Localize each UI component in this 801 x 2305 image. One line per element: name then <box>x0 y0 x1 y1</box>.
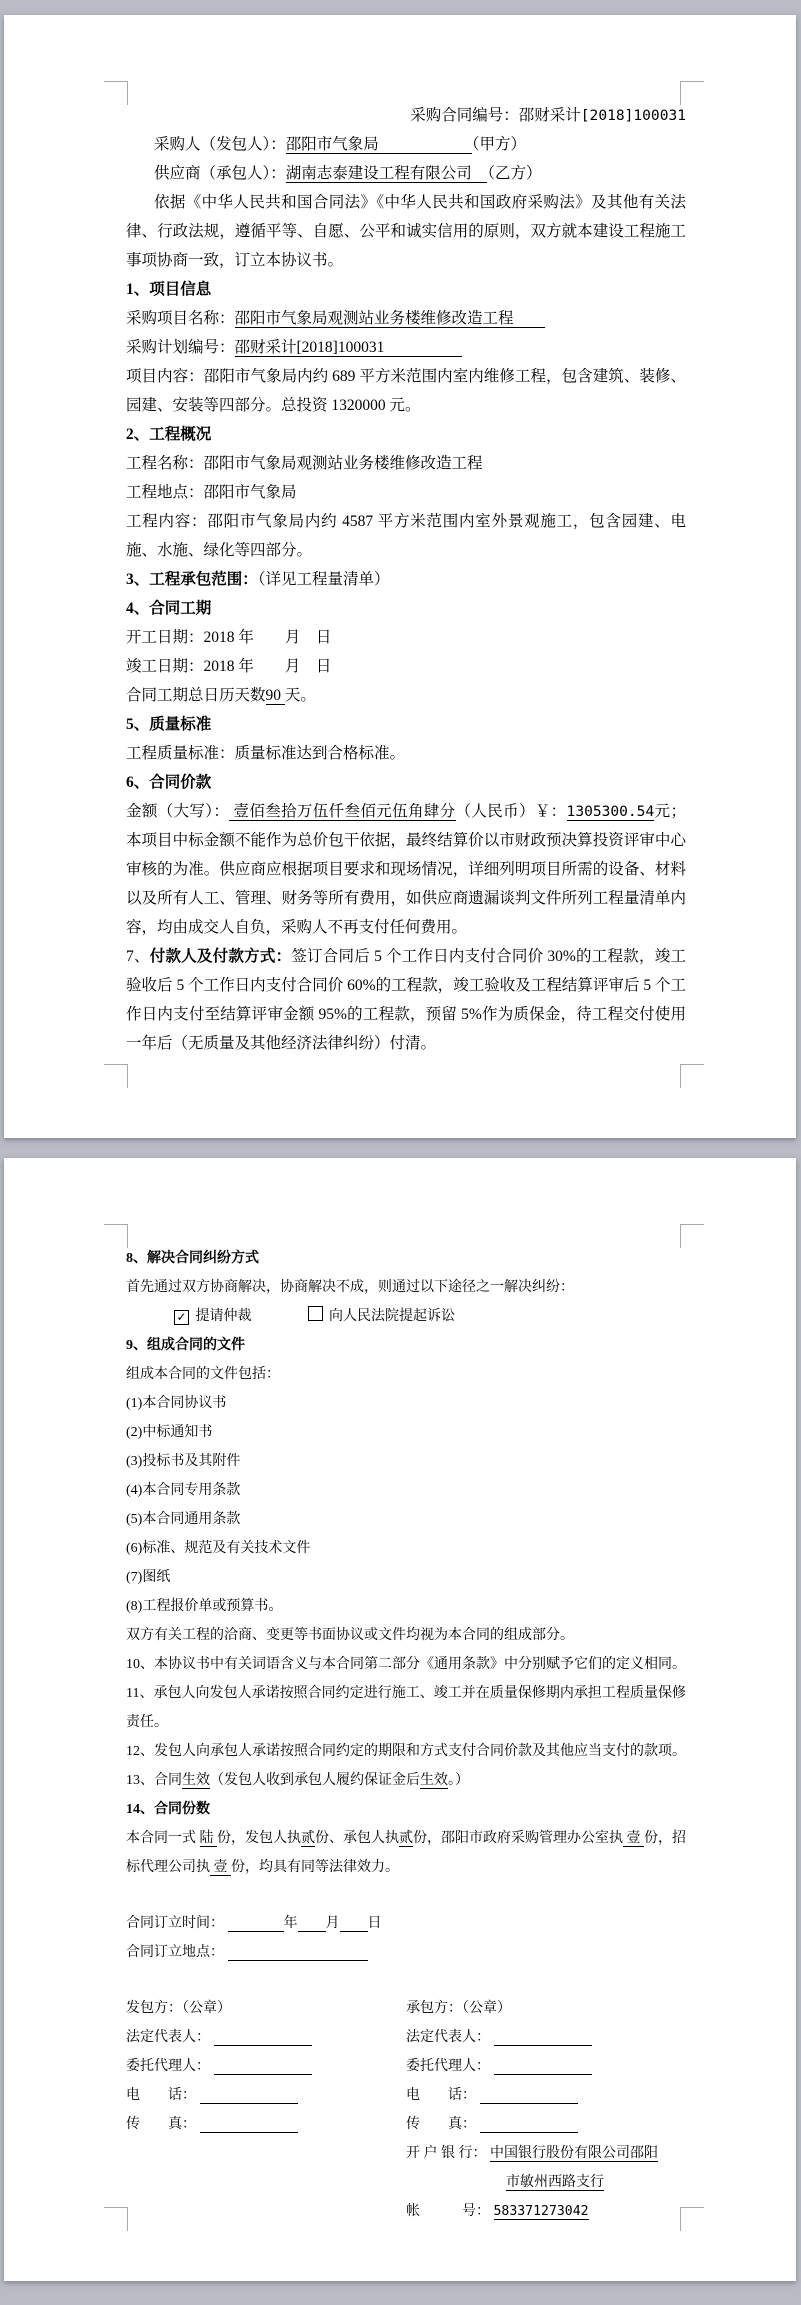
section-6-heading <box>126 768 686 797</box>
section-2-heading <box>126 420 686 449</box>
text-run: 13、合同 <box>126 1773 182 1788</box>
spacer <box>126 1882 686 1909</box>
text-run: 天。 <box>284 687 316 704</box>
blank-field[interactable] <box>494 2030 592 2046</box>
blank-field[interactable] <box>214 2059 312 2075</box>
text-run: （人民币）￥： <box>455 803 567 820</box>
checkbox-unchecked-icon[interactable] <box>308 1306 323 1321</box>
document-item-3 <box>126 1447 686 1476</box>
text-run: 传 真： <box>406 2117 480 2132</box>
blank-field[interactable] <box>228 1916 284 1932</box>
underlined-value: 生效 <box>182 1773 210 1788</box>
document-item-2 <box>126 1418 686 1447</box>
text-run: 提请仲裁 <box>192 1309 308 1324</box>
blank-field[interactable] <box>480 2117 578 2133</box>
document-item-6 <box>126 1534 686 1563</box>
crop-mark-bottom-left-icon <box>104 2207 128 2231</box>
page-2-content <box>126 1244 686 2226</box>
project-content-paragraph <box>126 362 686 420</box>
text-run: 。） <box>448 1773 469 1788</box>
fax-row <box>126 2110 686 2139</box>
text-run: 首先通过双方协商解决，协商解决不成，则通过以下途径之一解决纠纷： <box>126 1280 574 1295</box>
works-content-paragraph <box>126 507 686 565</box>
document-item-7 <box>126 1563 686 1592</box>
document-item-1 <box>126 1389 686 1418</box>
text-run: 合同订立时间： <box>126 1916 228 1931</box>
underlined-value: 90 <box>265 687 285 704</box>
section-1-heading <box>126 275 686 304</box>
crop-mark-top-left-icon <box>104 1224 128 1248</box>
text-run: 电 话： <box>406 2088 480 2103</box>
blank-field[interactable] <box>494 2059 592 2075</box>
text-run: 供应商（承包人）： <box>154 165 286 182</box>
section-3-heading <box>126 565 686 594</box>
text-run: 委托代理人： <box>406 2059 494 2074</box>
text-run: 组成本合同的文件包括： <box>126 1367 280 1382</box>
text-run: 法定代表人： <box>126 2030 214 2045</box>
text-run: 份，邵阳市政府采购管理办公室执 <box>413 1831 623 1846</box>
text-run: 开 户 银 行： <box>406 2146 490 2161</box>
agent-row-left <box>126 2052 406 2081</box>
underlined-value: 壹 <box>210 1860 231 1875</box>
text-run: 日 <box>367 1916 382 1931</box>
text-run: (4)本合同专用条款 <box>126 1483 241 1498</box>
text-run: 采购项目名称： <box>126 310 235 327</box>
text-run: 工程地点：邵阳市气象局 <box>126 484 297 501</box>
bold-text-run: 2、工程概况 <box>126 426 212 443</box>
text-run: 委托代理人： <box>126 2059 214 2074</box>
plan-number-line <box>126 333 686 362</box>
account-row-left <box>126 2197 406 2226</box>
legal-rep-row-right <box>406 2023 686 2052</box>
party-row <box>126 1994 686 2023</box>
underlined-value: 邵财采计[2018]100031 <box>234 339 462 356</box>
underlined-value: 壹 <box>623 1831 644 1846</box>
phone-row-left <box>126 2081 406 2110</box>
text-run: 12、发包人向承包人承诺按照合同约定的期限和方式支付合同价款及其他应当支付的款项。 <box>126 1744 686 1759</box>
bank-row-2-left <box>126 2168 406 2197</box>
quality-line <box>126 739 686 768</box>
text-run: 工程质量标准：质量标准达到合格标准。 <box>126 745 406 762</box>
underlined-value: 壹佰叁拾万伍仟叁佰元伍角肆分 <box>229 803 456 820</box>
dispute-intro-line <box>126 1273 686 1302</box>
document-item-4 <box>126 1476 686 1505</box>
blank-field[interactable] <box>200 2088 298 2104</box>
text-run: 月 <box>325 1916 340 1931</box>
underlined-value: 贰 <box>399 1831 413 1846</box>
text-run: (6)标准、规范及有关技术文件 <box>126 1541 311 1556</box>
supplier-line <box>126 159 686 188</box>
start-date-line <box>126 623 686 652</box>
text-run: (7)图纸 <box>126 1570 171 1585</box>
blank-field[interactable] <box>340 1916 368 1932</box>
text-run: 采购合同编号：邵财采计 <box>410 107 581 124</box>
underlined-value: 市敏州西路支行 <box>506 2175 604 2190</box>
amount-paragraph <box>126 797 686 942</box>
text-run: 竣工日期：2018 年 月 日 <box>126 658 332 675</box>
text-run: （乙方） <box>487 165 542 182</box>
text-run: 年 <box>283 1916 298 1931</box>
text-run: 承包方：（公章） <box>406 2001 511 2016</box>
text-run: (5)本合同通用条款 <box>126 1512 241 1527</box>
section-4-heading <box>126 594 686 623</box>
text-run: 元；本项目中标金额不能作为总价包干依据，最终结算价以市财政预决算投资评审中心审核的为准。供应商应根据项目要求和现场情况，详细列明项目所需的设备、材料以及所有人工、管理、财务等所有费用，如供应商遗漏谈判文件所列工程量清单内容，均由成交人自负，采购人不再支付任何费用。 <box>126 803 686 936</box>
legal-rep-row-left <box>126 2023 406 2052</box>
underlined-value: 583371273042 <box>493 2204 589 2219</box>
blank-field[interactable] <box>200 2117 298 2133</box>
text-run: 电 话： <box>126 2088 200 2103</box>
text-run: 法定代表人： <box>406 2030 494 2045</box>
underlined-value: 贰 <box>301 1831 315 1846</box>
bank-row <box>126 2139 686 2168</box>
documents-note-line <box>126 1621 686 1650</box>
blank-field[interactable] <box>298 1916 326 1932</box>
blank-field[interactable] <box>214 2030 312 2046</box>
fax-row-left <box>126 2110 406 2139</box>
works-site-line <box>126 478 686 507</box>
bank-row-right <box>406 2139 686 2168</box>
text-run: 10、本协议书中有关词语含义与本合同第二部分《通用条款》中分别赋予它们的定义相同。 <box>126 1657 686 1672</box>
text-run: 份，发包人执 <box>217 1831 301 1846</box>
phone-row-right <box>406 2081 686 2110</box>
text-run: 签订合同后 5 个工作日内支付合同价 30%的工程款，竣工验收后 5 个工作日内支付合同价 60%的工程款，竣工验收及工程结算评审后 5 个工作日内支付至结算评审金额 95%的工程款，预留 5%作为质保金，待工程交付使用一年后（无质量及其他经济法律纠纷）付清。 <box>126 948 686 1052</box>
fax-row-right <box>406 2110 686 2139</box>
section-5-heading <box>126 710 686 739</box>
text-run: 工程内容：邵阳市气象局内约 4587 平方米范围内室外景观施工，包含园建、电施、水施、绿化等四部分。 <box>126 513 686 559</box>
text-run: （详见工程量清单） <box>257 571 390 588</box>
agent-row <box>126 2052 686 2081</box>
bold-text-run: 8、解决合同纠纷方式 <box>126 1251 259 1266</box>
text-run: 开工日期：2018 年 月 日 <box>126 629 332 646</box>
clause-10 <box>126 1650 686 1679</box>
text-run: (8)工程报价单或预算书。 <box>126 1599 283 1614</box>
text-run: 11、承包人向发包人承诺按照合同约定进行施工、竣工并在质量保修期内承担工程质量保修责任。 <box>126 1686 686 1730</box>
text-run: (1)本合同协议书 <box>126 1396 227 1411</box>
crop-mark-bottom-left-icon <box>104 1064 128 1088</box>
bold-text-run: 4、合同工期 <box>126 600 212 617</box>
party-row-left <box>126 1994 406 2023</box>
bank-row-2-right <box>406 2168 686 2197</box>
works-name-line <box>126 449 686 478</box>
clause-11 <box>126 1679 686 1737</box>
signing-date-line <box>126 1909 686 1938</box>
text-run: （甲方） <box>471 136 527 153</box>
text-run: 依据《中华人民共和国合同法》《中华人民共和国政府采购法》及其他有关法律、行政法规，遵循平等、自愿、公平和诚实信用的原则，双方就本建设工程施工事项协商一致，订立本协议书。 <box>126 194 686 269</box>
underlined-value: 湖南志泰建设工程有限公司 <box>285 165 488 182</box>
crop-mark-bottom-right-icon <box>680 1064 704 1088</box>
finish-date-line <box>126 652 686 681</box>
text-run: (2)中标通知书 <box>126 1425 213 1440</box>
underlined-value: 中国银行股份有限公司邵阳 <box>490 2146 658 2161</box>
text-run: [2018]100031 <box>580 107 686 124</box>
dispute-options-line <box>126 1302 686 1331</box>
bold-text-run: 1、项目信息 <box>126 281 212 298</box>
contract-number-line <box>126 101 686 130</box>
bank-row-left <box>126 2139 406 2168</box>
text-run: （发包人收到承包人履约保证金后 <box>210 1773 420 1788</box>
text-run: 采购计划编号： <box>126 339 235 356</box>
text-run: 本合同一式 <box>126 1831 200 1846</box>
blank-field[interactable] <box>228 1945 368 1961</box>
bold-text-run: 3、工程承包范围： <box>126 571 258 588</box>
page-2 <box>4 1158 796 2281</box>
text-run: 项目内容：邵阳市气象局内约 689 平方米范围内室内维修工程，包含建筑、装修、园建、安装等四部分。总投资 1320000 元。 <box>126 368 686 414</box>
blank-field[interactable] <box>480 2088 578 2104</box>
phone-row <box>126 2081 686 2110</box>
party-row-right <box>406 1994 686 2023</box>
text-run: 7、 <box>126 948 150 965</box>
duration-line <box>126 681 686 710</box>
text-run: (3)投标书及其附件 <box>126 1454 241 1469</box>
text-run: 采购人（发包人）： <box>154 136 286 153</box>
text-run: 合同订立地点： <box>126 1945 228 1960</box>
bank-row-2 <box>126 2168 686 2197</box>
section-9-heading <box>126 1331 686 1360</box>
signing-place-line <box>126 1938 686 1967</box>
project-name-line <box>126 304 686 333</box>
preamble-paragraph <box>126 188 686 275</box>
text-run: 帐 号： <box>406 2204 494 2219</box>
account-row <box>126 2197 686 2226</box>
section-8-heading <box>126 1244 686 1273</box>
page-1 <box>4 15 796 1138</box>
underlined-value: 生效 <box>420 1773 448 1788</box>
document-item-5 <box>126 1505 686 1534</box>
crop-mark-top-left-icon <box>104 81 128 105</box>
section-14-heading <box>126 1795 686 1824</box>
underlined-value: 1305300.54 <box>566 803 655 820</box>
copies-paragraph <box>126 1824 686 1882</box>
text-run: 双方有关工程的洽商、变更等书面协议或文件均视为本合同的组成部分。 <box>126 1628 574 1643</box>
clause-13 <box>126 1766 686 1795</box>
document-item-8 <box>126 1592 686 1621</box>
bold-text-run: 14、合同份数 <box>126 1802 210 1817</box>
checkbox-checked-icon[interactable]: ✓ <box>174 1310 189 1325</box>
bold-text-run: 5、质量标准 <box>126 716 212 733</box>
underlined-value: 邵阳市气象局 <box>285 136 472 153</box>
bold-text-run: 6、合同价款 <box>126 774 212 791</box>
text-run: 向人民法院提起诉讼 <box>325 1309 455 1324</box>
text-run: 份、承包人执 <box>315 1831 399 1846</box>
account-row-right <box>406 2197 686 2226</box>
text-run: 份，均具有同等法律效力。 <box>231 1860 399 1875</box>
legal-rep-row <box>126 2023 686 2052</box>
bold-text-run: 付款人及付款方式： <box>149 948 292 965</box>
clause-12 <box>126 1737 686 1766</box>
payment-paragraph <box>126 942 686 1058</box>
underlined-value: 邵阳市气象局观测站业务楼维修改造工程 <box>234 310 545 327</box>
documents-intro-line <box>126 1360 686 1389</box>
underlined-value: 陆 <box>199 1831 217 1846</box>
spacer <box>126 1967 686 1994</box>
bold-text-run: 9、组成合同的文件 <box>126 1338 245 1353</box>
text-run: 合同工期总日历天数 <box>126 687 266 704</box>
buyer-line <box>126 130 686 159</box>
text-run: 工程名称：邵阳市气象局观测站业务楼维修改造工程 <box>126 455 483 472</box>
text-run: 份，招标代理公司执 <box>126 1831 686 1875</box>
text-run: 发包方：（公章） <box>126 2001 231 2016</box>
page-1-content <box>126 101 686 1058</box>
agent-row-right <box>406 2052 686 2081</box>
text-run: 传 真： <box>126 2117 200 2132</box>
text-run: 金额（大写）： <box>126 803 230 820</box>
